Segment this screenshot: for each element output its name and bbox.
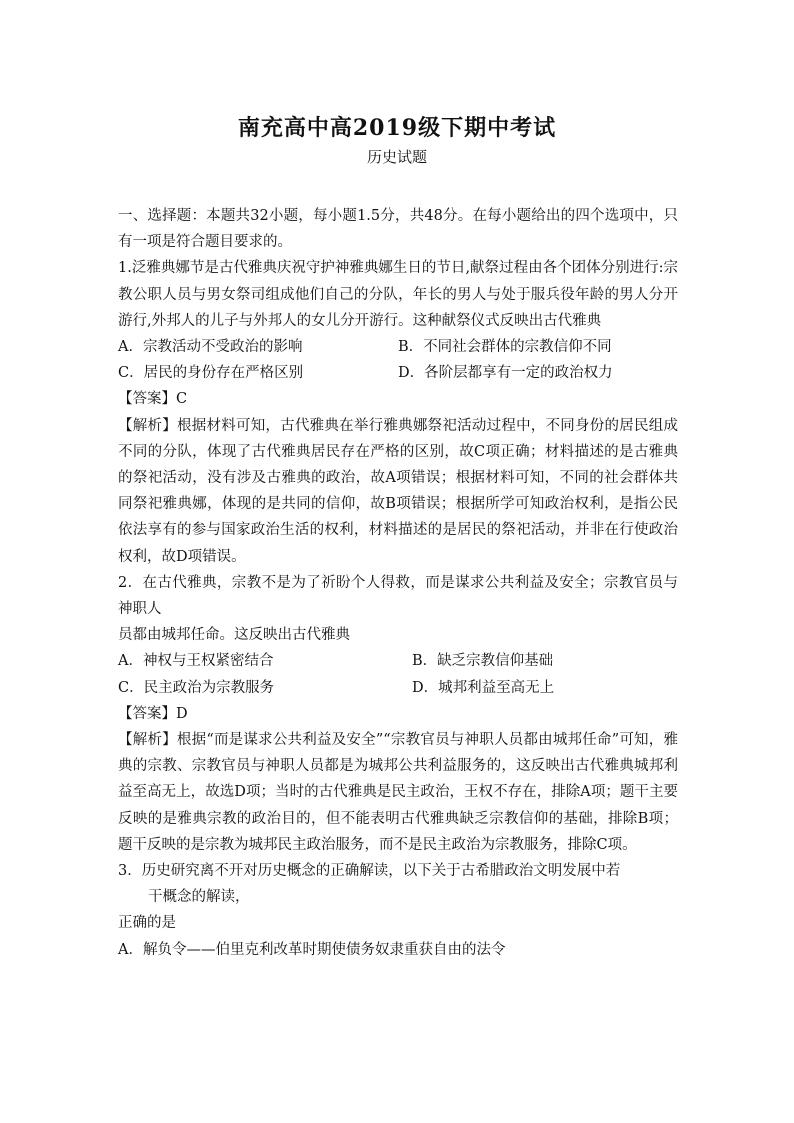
exam-content	[118, 203, 678, 963]
question-2-option-b: B．缺乏宗教信仰基础	[412, 653, 554, 670]
question-2-stem-line-1: 2．在古代雅典，宗教不是为了祈盼个人得救，而是谋求公共利益及安全；宗教官员与神职人	[118, 574, 678, 618]
question-3-stem-line-1: 3．历史研究离不开对历史概念的正确解读，以下关于古希腊政治文明发展中若	[118, 863, 621, 880]
question-1-option-c: C．居民的身份存在严格区别	[118, 365, 304, 382]
question-2-option-a: A．神权与王权紧密结合	[118, 653, 274, 670]
question-3-stem-line-2: 干概念的解读，	[148, 889, 250, 906]
question-1-option-b: B．不同社会群体的宗教信仰不同	[398, 339, 612, 356]
question-1-option-a: A．宗教活动不受政治的影响	[118, 339, 303, 356]
question-1-options-row-2	[118, 360, 678, 386]
question-3-option-a: A．解负令——伯里克利改革时期使债务奴隶重获自由的法令	[118, 941, 506, 958]
question-1-answer: 【答案】C	[118, 391, 188, 408]
question-2-option-c: C．民主政治为宗教服务	[118, 679, 275, 696]
section-instruction: 一、选择题：本题共32小题，每小题1.5分，共48分。在每小题给出的四个选项中，只有一项是符合题目要求的。	[118, 208, 678, 251]
question-2-options-row-2	[118, 675, 678, 701]
question-2-stem-line-2: 员都由城邦任命。这反映出古代雅典	[118, 627, 350, 644]
question-2-analysis: 【解析】根据“而是谋求公共利益及安全”“宗教官员与神职人员都由城邦任命”可知，雅典的宗教、宗教官员与神职人员都是为城邦公共利益服务的，这反映出古代雅典城邦利益至高无上，故选D项；当时的古代雅典是民主政治，王权不存在，排除A项；题干主要反映的是雅典宗教的政治目的，但不能表明古代雅典缺乏宗教信仰的基础，排除B项；题干反映的是宗教为城邦民主政治服务，而不是民主政治为宗教服务，排除C项。	[118, 732, 678, 853]
question-1-option-d: D．各阶层都享有一定的政治权力	[398, 365, 613, 382]
exam-title: 南充高中高2019级下期中考试	[237, 115, 557, 141]
question-2-options-row-1	[118, 648, 678, 674]
question-2-answer: 【答案】D	[118, 705, 188, 722]
question-3-stem-line-3: 正确的是	[118, 915, 176, 932]
exam-subtitle: 历史试题	[366, 148, 427, 166]
question-1-analysis: 【解析】根据材料可知，古代雅典在举行雅典娜祭祀活动过程中，不同身份的居民组成不同的分队，体现了古代雅典居民存在严格的区别，故C项正确；材料描述的是古雅典的祭祀活动，没有涉及古雅典的政治，故A项错误；根据材料可知，不同的社会群体共同祭祀雅典娜，体现的是共同的信仰，故B项错误；根据所学可知政治权利，是指公民依法享有的参与国家政治生活的权利，材料描述的是居民的祭祀活动，并非在行使政治权利，故D项错误。	[118, 417, 678, 565]
question-1-options-row-1	[118, 334, 678, 360]
question-1-stem: 1.泛雅典娜节是古代雅典庆祝守护神雅典娜生日的节日,献祭过程由各个团体分别进行:宗教公职人员与男女祭司组成他们自己的分队，年长的男人与处于服兵役年龄的男人分开游行,外邦人的儿子与外邦人的女儿分开游行。这种献祭仪式反映出古代雅典	[118, 260, 678, 329]
question-2-option-d: D．城邦利益至高无上	[412, 679, 555, 696]
